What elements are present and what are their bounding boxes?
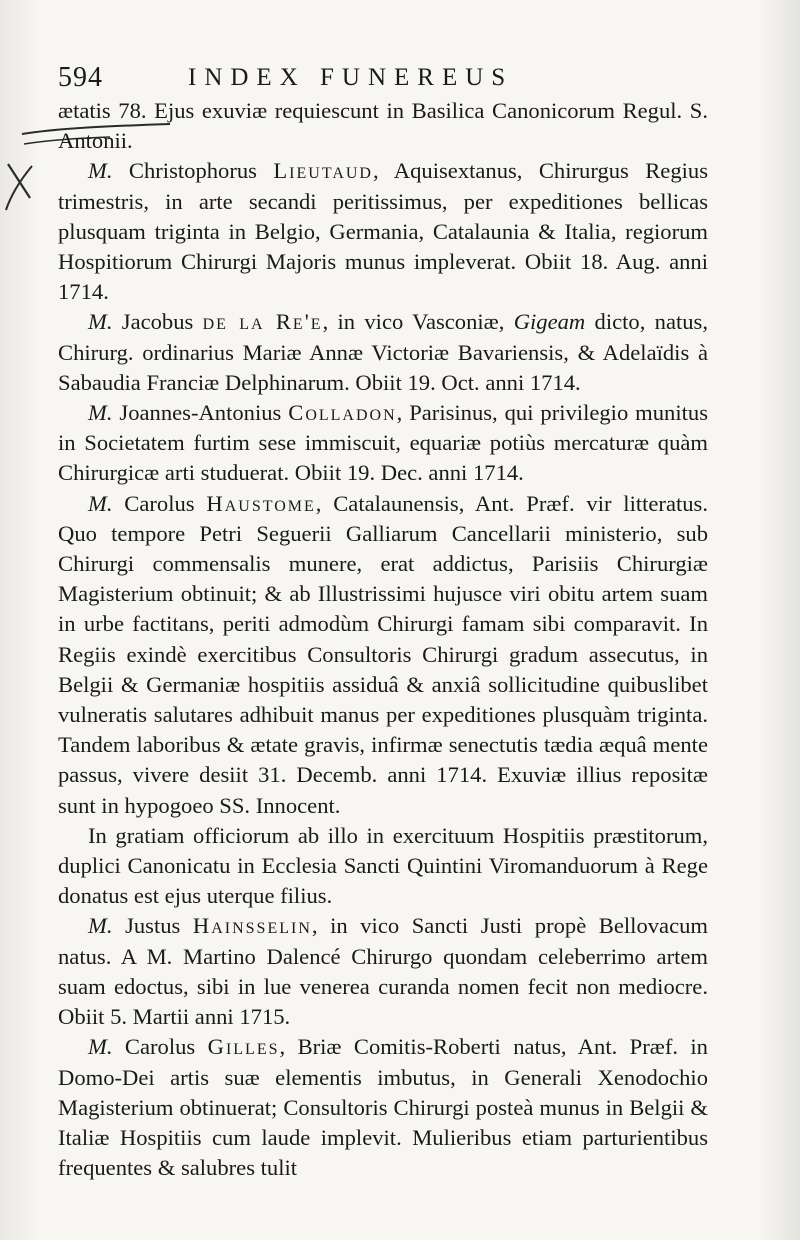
entry-marker: M. [88,309,113,335]
entry-italic-place: Gigeam [513,309,586,335]
note-paragraph [58,821,708,912]
entry-marker: M. [88,913,113,939]
entry-given-name: Carolus [124,490,195,516]
entry-surname: Haustome [206,490,316,516]
obituary-entry [58,489,708,821]
obituary-entry [58,398,708,489]
page-header [58,62,758,98]
entry-surname: de la Re'e [202,309,323,335]
entry-surname: Colladon [288,400,397,426]
running-title: INDEX FUNEREUS [188,64,514,91]
page-body [58,96,708,1183]
obituary-entry [58,911,708,1032]
entry-surname: Lieutaud [273,158,373,184]
obituary-entry [58,307,708,398]
entry-surname: Gilles [207,1034,280,1060]
entry-marker: M. [88,400,113,426]
entry-text: , Catalaunensis, Ant. Præf. vir litteratus. Quo tempore Petri Seguerii Galliarum Cancellarii ministerio, sub Chirurgi commensalis munere, erat addictus, Parisiis Chirurgiæ Magisterium obtinuit; & ab Illustrissimi hujusce viri obitu artem suam in urbe factitans, periti admodùm Chirurgi famam sibi comparavit. In Regiis exindè exercitibus Consultoris Chirurgi gradum assecutus, in Belgii & Germaniæ hospitiis assiduâ & anxiâ sollicitudine quibuslibet vulneratis salutares adhibuit manus per expeditiones plusquàm triginta. Tandem laboribus & ætate gravis, infirmæ senectutis tædia æquâ mente passus, vivere desiit 31. Decemb. anni 1714. Exuviæ illius repositæ sunt in hypogoeo SS. Innocent. [58,490,708,818]
entry-marker: M. [88,490,113,516]
entry-text-before-italic: , in vico Vasconiæ, [322,309,514,335]
entry-text: , Parisinus, qui privilegio munitus in Societatem furtim sese immiscuit, equariæ potiùs mercaturæ quàm Chirurgicæ arti studuerat. Obiit 19. Dec. anni 1714. [58,400,708,486]
page-number: 594 [58,62,103,93]
entry-given-name: Christophorus [128,158,257,184]
entry-given-name: Jacobus [121,309,194,335]
entry-marker: M. [88,1034,113,1060]
entry-surname: Hainsselin [192,913,312,939]
entry-text: , in vico Sancti Justi propè Bellovacum natus. A M. Martino Dalencé Chirurgo quondam celeberrimo artem suam edoctus, sibi in lue venerea curanda nomen fecit non mediocre. Obiit 5. Martii anni 1715. [58,913,708,1030]
paragraph-text: ætatis 78. Ejus exuviæ requiescunt in Basilica Canonicorum Regul. S. Antonii. [58,98,708,154]
obituary-entry [58,1032,708,1183]
entry-given-name: Joannes-Antonius [119,400,282,426]
paragraph-text: In gratiam officiorum ab illo in exercituum Hospitiis præstitorum, duplici Canonicatu in Ecclesia Sancti Quintini Viromanduorum à Rege donatus est ejus uterque filius. [58,822,708,909]
entry-given-name: Justus [125,913,181,939]
handwritten-cross-mark [2,158,36,218]
entry-given-name: Carolus [124,1034,196,1060]
obituary-entry [58,156,708,307]
entry-marker: M. [88,158,113,184]
continuation-paragraph [58,96,708,156]
entry-text: , Briæ Comitis-Roberti natus, Ant. Præf. in Domo-Dei artis suæ elementis imbutus, in Generali Xenodochio Magisterium obtinuerat; Consultoris Chirurgi posteà munus in Belgii & Italiæ Hospitiis cum laude implevit. Mulieribus etiam parturientibus frequentes & salubres tulit [58,1034,708,1181]
entry-text: dicto, natus, Chirurg. ordinarius Mariæ Annæ Victoriæ Bavariensis, & Adelaïdis à Sabaudia Franciæ Delphinarum. Obiit 19. Oct. anni 1714. [58,309,708,395]
entry-text: , Aquisextanus, Chirurgus Regius trimestris, in arte secandi peritissimus, per expeditiones bellicas plusquam triginta in Belgio, Germania, Catalaunia & Italia, regiorum Hospitiorum Chirurgi Majoris munus impleverat. Obiit 18. Aug. anni 1714. [58,158,708,305]
